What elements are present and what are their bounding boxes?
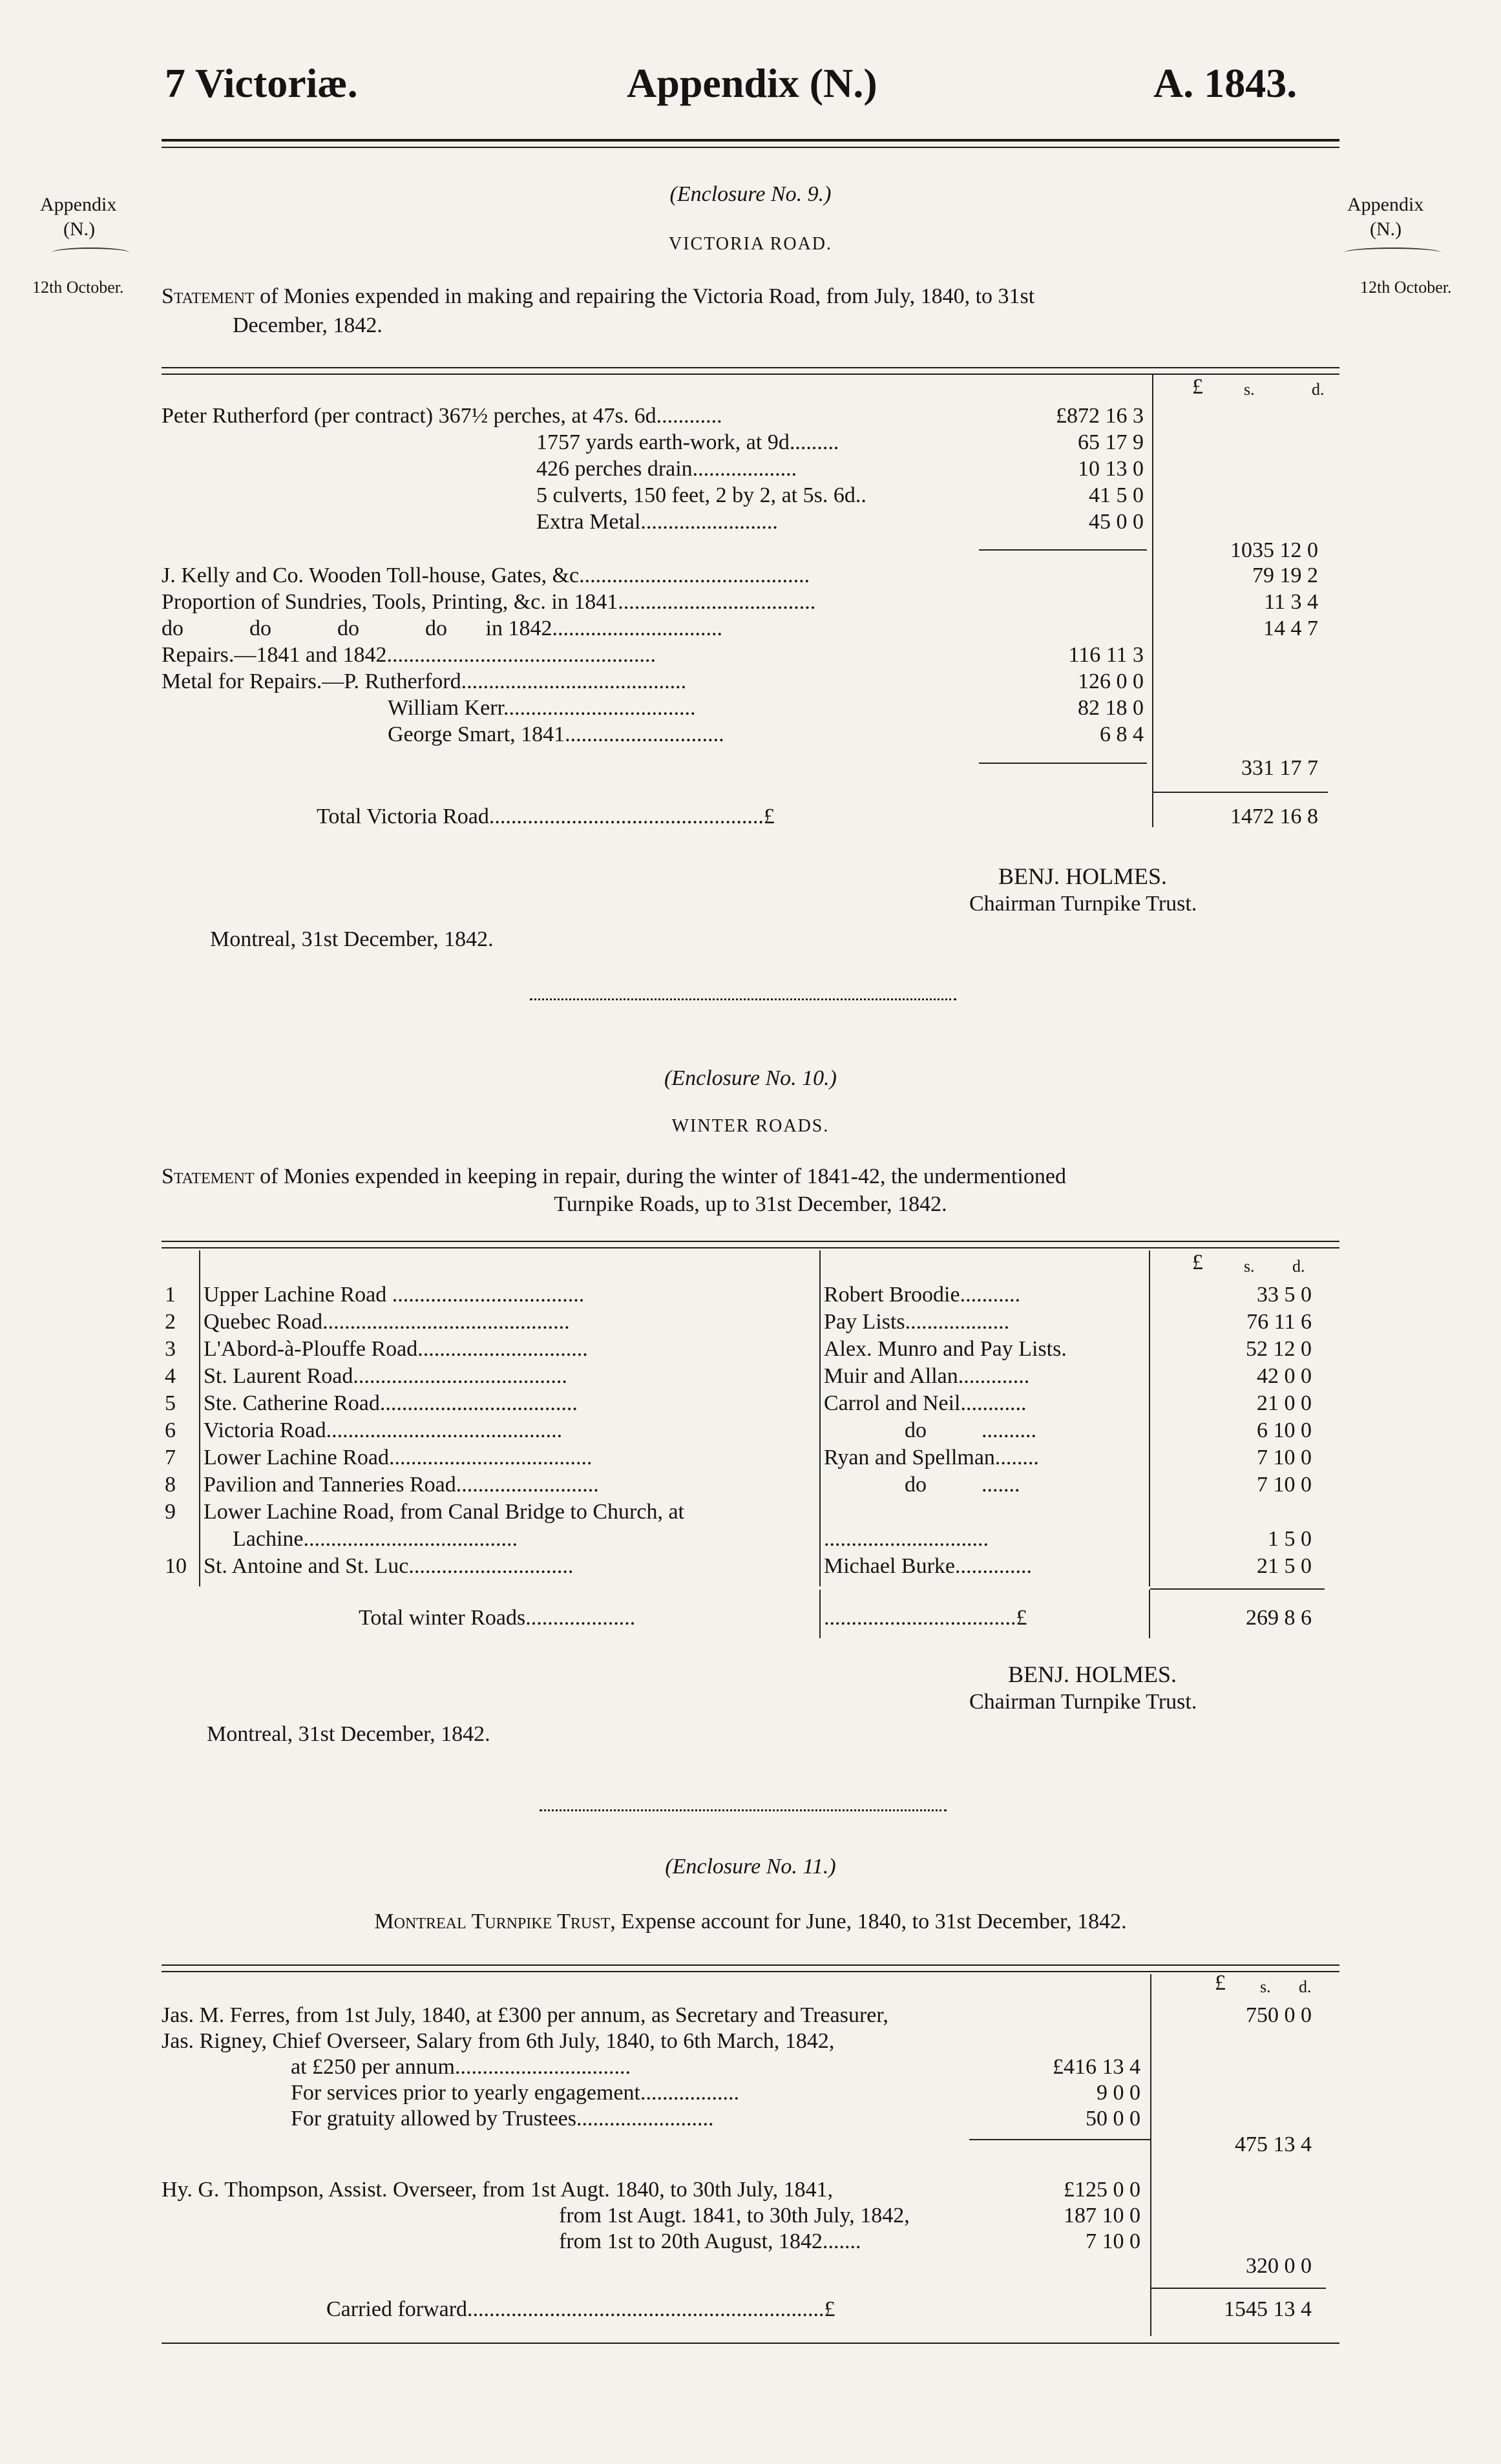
enc9-row-label: Repairs.—1841 and 1842.................................................	[162, 643, 656, 667]
enc10-signer: BENJ. HOLMES.	[1008, 1661, 1177, 1687]
enc10-row-contractor: do ..........	[905, 1418, 1036, 1442]
enc10-col-pound: £	[1192, 1250, 1203, 1274]
enc10-row-number: 5	[165, 1391, 176, 1415]
enc10-place-date: Montreal, 31st December, 1842.	[207, 1722, 490, 1746]
enc10-total-rule	[1150, 1588, 1325, 1590]
enc10-row-road: Lower Lachine Road, from Canal Bridge to Church, at	[204, 1500, 684, 1524]
enc9-row-label: 1757 yards earth-work, at 9d.........	[536, 430, 839, 454]
enc9-row-label: do do do do in 1842...............................	[162, 616, 722, 640]
margin-right-n: (N.)	[1370, 218, 1402, 240]
enc9-row-amount: 82 18 0	[1078, 696, 1144, 720]
enc10-col-divider-n	[199, 1250, 200, 1586]
enc10-row-contractor: do .......	[905, 1473, 1020, 1497]
enc9-row-label: Peter Rutherford (per contract) 367½ perches, at 47s. 6d............	[162, 404, 722, 428]
enc11-row-label: Jas. Rigney, Chief Overseer, Salary from 6th July, 1840, to 6th March, 1842,	[162, 2029, 835, 2053]
enc10-total-divider	[819, 1590, 821, 1638]
enc10-statement-word: Statement	[162, 1164, 255, 1188]
enc10-row-amount: 7 10 0	[1257, 1446, 1312, 1469]
header-rule-thin	[162, 147, 1339, 148]
enc10-row-number: 2	[165, 1310, 176, 1334]
enc11-rule-b	[162, 1971, 1339, 1972]
enc11-row-amount: £416 13 4	[1053, 2055, 1140, 2079]
enc10-row-road: Lower Lachine Road.....................................	[204, 1446, 593, 1469]
enc10-row-road: Lachine.......................................	[233, 1527, 518, 1551]
enc9-subtotal-rule	[979, 763, 1147, 764]
margin-left-date: 12th October.	[32, 278, 124, 297]
enc9-enclosure: (Enclosure No. 9.)	[669, 182, 832, 206]
enc9-col-shilling: s.	[1244, 380, 1255, 399]
enc9-row-label: Proportion of Sundries, Tools, Printing, &c. in 1841....................................	[162, 590, 816, 614]
enc9-row-amount: 41 5 0	[1089, 483, 1144, 507]
enc9-place-date: Montreal, 31st December, 1842.	[210, 927, 494, 951]
enc11-row-label: from 1st to 20th August, 1842.......	[559, 2229, 861, 2253]
enc10-row-amount: 33 5 0	[1257, 1283, 1312, 1307]
enc10-separator	[540, 1809, 947, 1811]
enc9-row-amount: 45 0 0	[1089, 510, 1144, 534]
enc9-row-label: 426 perches drain...................	[536, 457, 797, 481]
enc10-signer-title: Chairman Turnpike Trust.	[969, 1690, 1197, 1714]
enc10-row-amount: 76 11 6	[1246, 1310, 1312, 1334]
enc10-row-contractor: ..............................	[824, 1527, 989, 1551]
header-right: A. 1843.	[1153, 60, 1297, 106]
enc11-row-label: For gratuity allowed by Trustees.........................	[291, 2107, 714, 2131]
enc10-row-contractor: Pay Lists...................	[824, 1310, 1010, 1334]
enc11-rule-a	[162, 1964, 1339, 1966]
enc10-total-label: Total winter Roads....................	[359, 1606, 636, 1630]
enc10-statement-line2: Turnpike Roads, up to 31st December, 1842.	[554, 1192, 947, 1216]
enc10-col-divider-who	[1149, 1250, 1150, 1586]
enc11-row-amount: £125 0 0	[1064, 2178, 1140, 2202]
enc10-row-road: Quebec Road.............................................	[204, 1310, 570, 1334]
enc10-row-number: 4	[165, 1364, 176, 1388]
enc11-col-pence: d.	[1299, 1977, 1312, 1996]
enc10-row-number: 7	[165, 1446, 176, 1469]
enc9-rule-b	[162, 374, 1339, 375]
enc10-col-pence: d.	[1292, 1257, 1305, 1276]
enc9-row-amount: 11 3 4	[1264, 590, 1318, 614]
enc10-row-contractor: Carrol and Neil............	[824, 1391, 1027, 1415]
enc11-subtotal: 320 0 0	[1246, 2254, 1312, 2278]
enc11-col-shilling: s.	[1260, 1977, 1271, 1996]
enc11-row-amount: 9 0 0	[1097, 2081, 1140, 2105]
enc11-total-label: Carried forward.................................................................£	[326, 2297, 835, 2321]
enc10-total-value: 269 8 6	[1246, 1606, 1312, 1630]
enc9-total-label: Total Victoria Road..................................................£	[317, 805, 775, 828]
enc10-total-mid: ...................................£	[824, 1606, 1027, 1630]
enc11-row-label: from 1st Augt. 1841, to 30th July, 1842,	[559, 2204, 910, 2227]
enc9-row-amount: 126 0 0	[1078, 669, 1144, 693]
enc9-row-amount: 6 8 4	[1100, 722, 1144, 746]
enc10-row-road: Upper Lachine Road ...................................	[204, 1283, 585, 1307]
header-center: Appendix (N.)	[627, 60, 877, 106]
enc11-row-label: For services prior to yearly engagement..................	[291, 2081, 739, 2105]
enc10-row-contractor: Robert Broodie...........	[824, 1283, 1021, 1307]
enc10-row-amount: 21 0 0	[1257, 1391, 1312, 1415]
enc11-total-value: 1545 13 4	[1224, 2297, 1312, 2321]
enc11-row-amount: 187 10 0	[1064, 2204, 1140, 2227]
enc9-col-pound: £	[1192, 375, 1203, 399]
enc9-statement-word: Statement	[162, 284, 255, 308]
enc9-subtotal-rule	[979, 549, 1147, 551]
enc9-row-label: J. Kelly and Co. Wooden Toll-house, Gates, &c..........................................	[162, 563, 810, 587]
enc10-row-road: Ste. Catherine Road....................................	[204, 1391, 578, 1415]
enc10-statement	[162, 1164, 1066, 1189]
enc10-row-number: 1	[165, 1283, 176, 1307]
margin-right-date: 12th October.	[1360, 278, 1452, 297]
enc10-row-contractor: Muir and Allan.............	[824, 1364, 1030, 1388]
enc9-signer-title: Chairman Turnpike Trust.	[969, 892, 1197, 916]
margin-left-n: (N.)	[63, 218, 96, 240]
enc10-row-amount: 42 0 0	[1257, 1364, 1312, 1388]
enc10-row-number: 9	[165, 1500, 176, 1524]
enc10-row-amount: 21 5 0	[1257, 1554, 1312, 1578]
enc11-row-amount: 750 0 0	[1246, 2003, 1312, 2027]
enc10-row-number: 3	[165, 1337, 176, 1361]
header-rule	[162, 139, 1339, 142]
enc9-title: VICTORIA ROAD.	[668, 234, 833, 254]
enc9-subtotal: 331 17 7	[1241, 756, 1318, 780]
enc10-row-road: St. Laurent Road.......................................	[204, 1364, 567, 1388]
enc10-row-number: 6	[165, 1418, 176, 1442]
enc11-row-label: Hy. G. Thompson, Assist. Overseer, from 1st Augt. 1840, to 30th July, 1841,	[162, 2178, 834, 2202]
enc9-col-divider	[1152, 375, 1153, 827]
enc9-total-rule	[1153, 792, 1328, 793]
enc10-row-amount: 7 10 0	[1257, 1473, 1312, 1497]
margin-left-appendix: Appendix	[40, 194, 117, 215]
enc9-subtotal: 1035 12 0	[1230, 538, 1318, 562]
enc9-statement-rest: of Monies expended in making and repairing the Victoria Road, from July, 1840, to 31st	[260, 284, 1035, 308]
enc9-row-amount: 79 19 2	[1252, 563, 1318, 587]
enc9-col-pence: d.	[1312, 380, 1325, 399]
enc10-row-contractor: Ryan and Spellman........	[824, 1446, 1039, 1469]
enc11-col-divider	[1150, 1974, 1151, 2336]
enc10-row-road: L'Abord-à-Plouffe Road...............................	[204, 1337, 588, 1361]
enc11-col-pound: £	[1215, 1971, 1226, 1995]
enc10-rule-b	[162, 1247, 1339, 1248]
enc9-row-label: George Smart, 1841.............................	[388, 722, 724, 746]
enc9-signer: BENJ. HOLMES.	[998, 863, 1168, 889]
enc9-row-amount: 10 13 0	[1078, 457, 1144, 481]
enc9-statement-line2: December, 1842.	[233, 313, 383, 337]
enc9-row-label: Extra Metal.........................	[536, 510, 778, 534]
enc10-row-number: 8	[165, 1473, 176, 1497]
enc11-row-label: at £250 per annum................................	[291, 2055, 631, 2079]
header-left: 7 Victoriæ.	[165, 60, 358, 106]
enc11-subtotal-rule	[969, 2139, 1150, 2140]
enc10-row-road: Pavilion and Tanneries Road..........................	[204, 1473, 599, 1497]
enc10-row-contractor: Michael Burke..............	[824, 1554, 1032, 1578]
enc10-row-amount: 52 12 0	[1246, 1337, 1312, 1361]
enc10-row-contractor: Alex. Munro and Pay Lists.	[824, 1337, 1067, 1361]
enc9-statement	[162, 284, 1034, 309]
enc9-row-amount: 65 17 9	[1078, 430, 1144, 454]
enc11-title	[0, 1910, 1501, 1934]
enc9-total-value: 1472 16 8	[1230, 805, 1318, 828]
enc10-total-divider	[1149, 1590, 1150, 1638]
enc9-row-label: 5 culverts, 150 feet, 2 by 2, at 5s. 6d..	[536, 483, 866, 507]
enc9-row-amount: 14 4 7	[1263, 616, 1318, 640]
enc11-bottom-rule	[162, 2343, 1339, 2344]
margin-right-appendix: Appendix	[1347, 194, 1424, 215]
enc10-row-road: Victoria Road...........................................	[204, 1418, 563, 1442]
enc11-row-amount: 7 10 0	[1086, 2229, 1140, 2253]
enc9-row-amount: 116 11 3	[1068, 643, 1144, 667]
enc9-row-amount: £872 16 3	[1056, 404, 1144, 428]
enc10-row-amount: 1 5 0	[1268, 1527, 1312, 1551]
enc9-rule-a	[162, 367, 1339, 368]
enc11-title-rest: Expense account for June, 1840, to 31st December, 1842.	[621, 1910, 1127, 1933]
enc10-row-amount: 6 10 0	[1257, 1418, 1312, 1442]
enc9-row-label: William Kerr...................................	[388, 696, 696, 720]
enc10-statement-rest: of Monies expended in keeping in repair, during the winter of 1841-42, the undermentioned	[260, 1164, 1066, 1188]
enc11-subtotal: 475 13 4	[1235, 2132, 1312, 2156]
enc11-row-label: Jas. M. Ferres, from 1st July, 1840, at £300 per annum, as Secretary and Treasurer,	[162, 2003, 888, 2027]
enc10-row-road: St. Antoine and St. Luc..............................	[204, 1554, 574, 1578]
enc11-row-amount: 50 0 0	[1086, 2107, 1140, 2131]
enc10-col-shilling: s.	[1244, 1257, 1255, 1276]
enc11-title-trust: Montreal Turnpike Trust,	[374, 1910, 616, 1933]
enc9-separator	[530, 998, 956, 1000]
enc10-col-divider-road	[819, 1250, 821, 1586]
enc10-row-number: 10	[165, 1554, 187, 1578]
enc11-enclosure: (Enclosure No. 11.)	[665, 1855, 836, 1879]
enc10-title: WINTER ROADS.	[671, 1116, 830, 1136]
enc10-enclosure: (Enclosure No. 10.)	[664, 1066, 837, 1090]
enc10-rule-a	[162, 1241, 1339, 1242]
enc9-row-label: Metal for Repairs.—P. Rutherford.........................................	[162, 669, 687, 693]
enc11-total-rule	[1151, 2288, 1326, 2289]
